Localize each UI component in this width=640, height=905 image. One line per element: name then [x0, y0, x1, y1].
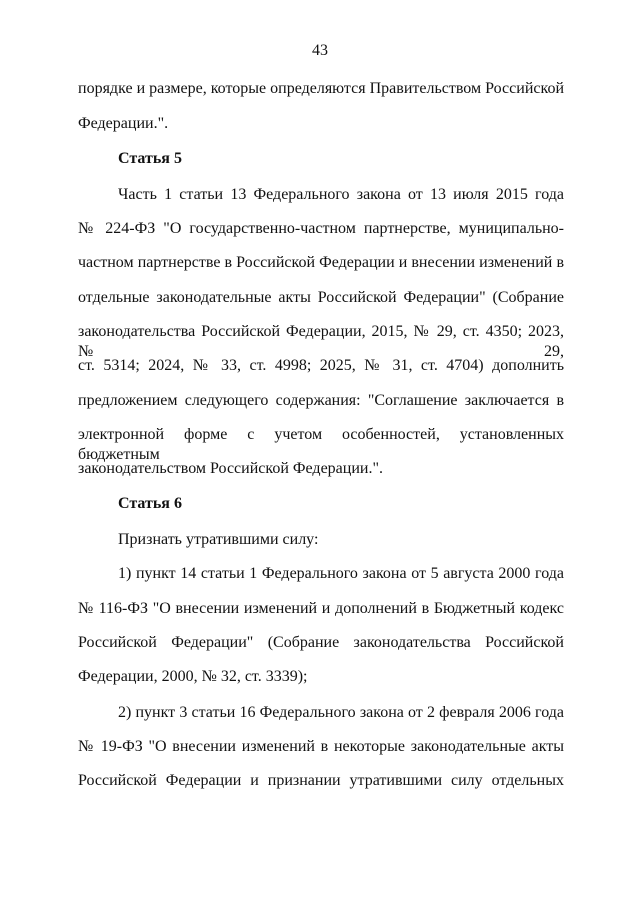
text-line: Российской Федерации" (Собрание законодательства Российской — [78, 634, 564, 651]
text-line: 1) пункт 14 статьи 1 Федерального закона от 5 августа 2000 года — [118, 565, 564, 582]
text-line: отдельные законодательные акты Российской Федерации" (Собрание — [78, 289, 564, 306]
page-number: 43 — [312, 42, 328, 59]
text-line: № 19-ФЗ "О внесении изменений в некоторые законодательные акты — [78, 738, 564, 755]
text-line: законодательства Российской Федерации, 2015, № 29, ст. 4350; 2023, № 29, — [78, 323, 564, 360]
text-line: № 116-ФЗ "О внесении изменений и дополнений в Бюджетный кодекс — [78, 600, 564, 617]
text-line: ст. 5314; 2024, № 33, ст. 4998; 2025, № 31, ст. 4704) дополнить — [78, 357, 564, 374]
text-line: частном партнерстве в Российской Федерации и внесении изменений в — [78, 254, 564, 271]
text-line: Федерации.". — [78, 115, 169, 132]
text-line: порядке и размере, которые определяются Правительством Российской — [78, 80, 564, 97]
text-line: законодательством Российской Федерации.". — [78, 460, 383, 477]
text-line: Федерации, 2000, № 32, ст. 3339); — [78, 668, 308, 685]
text-line: Российской Федерации и признании утратившими силу отдельных — [78, 772, 564, 789]
article-6-heading: Статья 6 — [118, 495, 182, 512]
article-5-heading: Статья 5 — [118, 150, 182, 167]
text-line: Признать утратившими силу: — [118, 531, 319, 548]
text-line: № 224-ФЗ "О государственно-частном партнерстве, муниципально- — [78, 220, 564, 237]
text-line: 2) пункт 3 статьи 16 Федерального закона от 2 февраля 2006 года — [118, 704, 564, 721]
text-line: электронной форме с учетом особенностей, установленных бюджетным — [78, 426, 564, 463]
text-line: Часть 1 статьи 13 Федерального закона от 13 июля 2015 года — [118, 186, 564, 203]
text-line: предложением следующего содержания: "Соглашение заключается в — [78, 392, 564, 409]
